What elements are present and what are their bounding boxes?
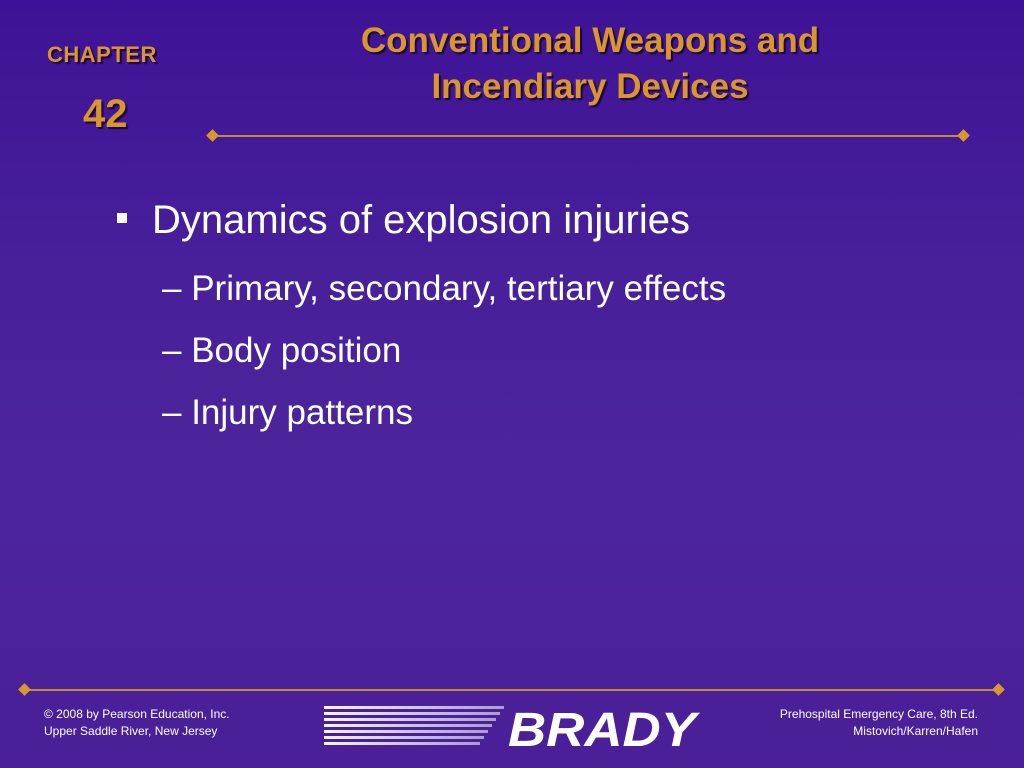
slide-title [230,18,950,110]
top-divider-left-diamond-icon [206,129,219,142]
bottom-divider-line [25,689,999,691]
footer-book-line-1: Prehospital Emergency Care, 8th Ed. [779,707,978,721]
bottom-divider-right-diamond-icon [992,683,1005,696]
chapter-number: 42 [83,92,128,136]
slide-title-line-1: Conventional Weapons and [360,21,820,60]
sub-item-body-position: – Body position [162,331,402,370]
bottom-divider-left-diamond-icon [18,683,31,696]
top-divider-line [213,135,965,137]
footer-copyright-line-2: Upper Saddle River, New Jersey [44,724,218,738]
slide-title-line-2: Incendiary Devices [431,67,749,106]
sub-item-injury-patterns: – Injury patterns [162,393,413,432]
footer-book-info [780,706,978,740]
brady-logo [324,704,700,750]
square-bullet-icon [117,213,127,223]
footer-book-line-2: Mistovich/Karren/Hafen [853,724,978,738]
bullet-item: Dynamics of explosion injuries [152,198,691,242]
chapter-label: CHAPTER [47,42,157,67]
sub-item-primary-effects: – Primary, secondary, tertiary effects [162,269,727,308]
top-divider-right-diamond-icon [957,129,970,142]
brady-logo-text: BRADY [508,704,700,750]
footer-copyright-line-1: © 2008 by Pearson Education, Inc. [44,707,230,721]
footer-copyright [44,706,230,740]
